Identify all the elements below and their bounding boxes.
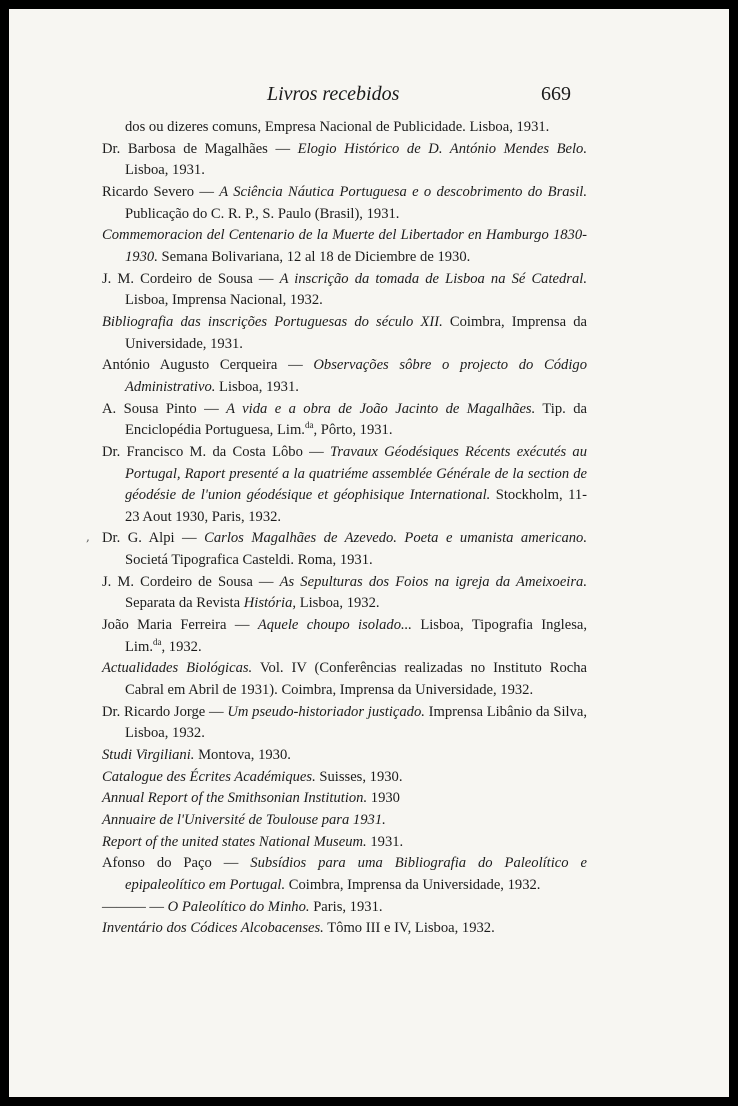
list-item: Report of the united states National Museum. 1931. (102, 833, 404, 850)
list-item: J. M. Cordeiro de Sousa — As Sepulturas dos Foios na igreja da Ameixoeira. Separata da Revista História, Lisboa, 1932. (102, 573, 587, 612)
list-item: António Augusto Cerqueira — Observações sôbre o projecto do Código Administrativo. Lisboa, 1931. (102, 357, 587, 395)
list-item: Dr. G. Alpi — Carlos Magalhães de Azevedo. Poeta e umanista americano. Societá Tipografica Casteldi. Roma, 1931. (102, 530, 587, 569)
margin-mark: , (86, 530, 90, 544)
list-item: Afonso do Paço — Subsídios para uma Bibliografia do Paleolítico e epipaleolítico em Portugal. Coimbra, Imprensa da Universidade, 1932. (102, 855, 587, 893)
page-number: 669 (541, 83, 571, 105)
received-books-list (102, 117, 587, 940)
list-item: Dr. Barbosa de Magalhães — Elogio Histórico de D. António Mendes Belo. Lisboa, 1931. (102, 140, 587, 179)
list-item: dos ou dizeres comuns, Empresa Nacional de Publicidade. Lisboa, 1931. (125, 119, 550, 135)
list-item: Dr. Ricardo Jorge — Um pseudo-historiador justiçado. Imprensa Libânio da Silva, Lisboa, 1932. (102, 703, 587, 742)
list-item: Commemoracion del Centenario de la Muerte del Libertador en Hamburgo 1830-1930. Semana Bolivariana, 12 al 18 de Diciembre de 1930. (102, 227, 587, 265)
list-item: Bibliografia das inscrições Portuguesas do século XII. Coimbra, Imprensa da Universidade, 1931. (102, 313, 587, 352)
page-header (9, 81, 729, 111)
list-item: Studi Virgiliani. Montova, 1930. (102, 747, 291, 764)
list-item: Catalogue des Écrites Académiques. Suisses, 1930. (102, 768, 403, 785)
list-item: Inventário dos Códices Alcobacenses. Tômo III e IV, Lisboa, 1932. (102, 920, 495, 937)
list-item: Annual Report of the Smithsonian Institution. 1930 (102, 790, 400, 807)
list-item: Annuaire de l'Université de Toulouse para 1931. (102, 812, 386, 828)
list-item: A. Sousa Pinto — A vida e a obra de João Jacinto de Magalhães. Tip. da Enciclopédia Portuguesa, Lim.$^{da}$, Pôrto, 1931. (102, 400, 587, 439)
list-item: João Maria Ferreira — Aquele choupo isolado... Lisboa, Tipografia Inglesa, Lim.$^{da}$, 1932. (102, 617, 588, 655)
list-item: Actualidades Biológicas. Vol. IV (Conferências realizadas no Instituto Rocha Cabral em Abril de 1931). Coimbra, Imprensa da Universidade, 1932. (102, 660, 588, 699)
running-title: Livros recebidos (267, 83, 400, 105)
list-item: Ricardo Severo — A Sciência Náutica Portuguesa e o descobrimento do Brasil. Publicação do C. R. P., S. Paulo (Brasil), 1931. (102, 183, 587, 222)
list-item: ——— — O Paleolítico do Minho. Paris, 1931. (102, 898, 383, 915)
list-item: J. M. Cordeiro de Sousa — A inscrição da tomada de Lisboa na Sé Catedral. Lisboa, Imprensa Nacional, 1932. (102, 270, 587, 309)
list-item: Dr. Francisco M. da Costa Lôbo — Travaux Géodésiques Récents exécutés au Portugal, Raport presenté a la quatriéme assemblée Générale de la section de géodésie de l'union géodésique et géophisique International. Stockholm, 11-23 Aout 1930, Paris, 1932. (102, 443, 587, 525)
book-page (9, 9, 729, 1097)
